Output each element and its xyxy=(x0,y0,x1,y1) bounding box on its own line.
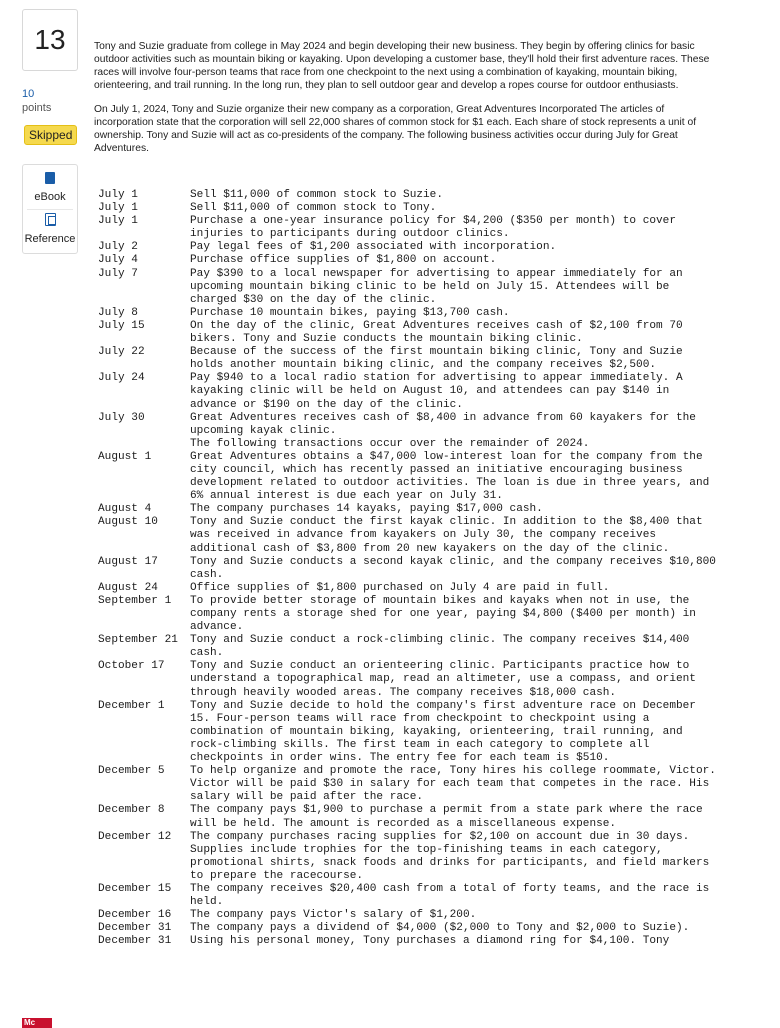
transaction-date: July 24 xyxy=(98,372,145,385)
transaction-row xyxy=(98,765,718,804)
reference-button[interactable] xyxy=(23,213,77,245)
transaction-date: July 15 xyxy=(98,319,145,332)
transaction-date: July 4 xyxy=(98,254,138,267)
transaction-row xyxy=(98,241,718,254)
transaction-date: July 7 xyxy=(98,267,138,280)
transaction-date: July 1 xyxy=(98,215,138,228)
transaction-date: July 2 xyxy=(98,241,138,254)
transaction-row xyxy=(98,582,718,595)
transaction-description: Purchase 10 mountain bikes, paying $13,700 cash. xyxy=(190,306,510,319)
transaction-date: August 24 xyxy=(98,581,158,594)
transaction-description: Purchase a one-year insurance policy for $4,200 ($350 per month) to cover injuries to participants during outdoor clinics. xyxy=(190,215,676,241)
transaction-row xyxy=(98,215,718,241)
transaction-description: The company pays Victor's salary of $1,200. xyxy=(190,909,477,922)
transaction-description: The company pays a dividend of $4,000 ($2,000 to Tony and $2,000 to Suzie). xyxy=(190,922,690,935)
transaction-date: September 21 xyxy=(98,634,178,647)
transaction-description: To provide better storage of mountain bikes and kayaks when not in use, the company rents a storage shed for one year, paying $4,800 ($400 per month) in advance. xyxy=(190,594,696,634)
transaction-description: Using his personal money, Tony purchases a diamond ring for $4,100. Tony xyxy=(190,935,670,948)
transaction-description: Tony and Suzie conduct a rock-climbing clinic. The company receives $14,400 cash. xyxy=(190,634,690,660)
transaction-row xyxy=(98,634,718,660)
transaction-date: August 1 xyxy=(98,450,152,463)
transaction-row xyxy=(98,831,718,883)
transaction-row xyxy=(98,556,718,582)
transaction-date: December 12 xyxy=(98,830,172,843)
transaction-description: Great Adventures obtains a $47,000 low-interest loan for the company from the city council, which has recently passed an initiative encouraging business development related to outdoor activities. The loan is due in three years, and 6% annual interest is due each year on July 31. xyxy=(190,450,710,503)
transaction-date: September 1 xyxy=(98,594,172,607)
transaction-description: The company pays $1,900 to purchase a permit from a state park where the race will be held. The amount is recorded as a miscellaneous expense. xyxy=(190,804,703,830)
transaction-description: Pay $390 to a local newspaper for advertising to appear immediately for an upcoming mountain biking clinic to be held on July 15. Attendees will be charged $30 on the day of the clinic. xyxy=(190,267,683,306)
question-intro xyxy=(94,40,718,165)
transaction-description: Pay legal fees of $1,200 associated with incorporation. xyxy=(190,241,557,254)
transaction-date: October 17 xyxy=(98,660,165,673)
transaction-date: December 16 xyxy=(98,909,172,922)
transaction-row xyxy=(98,909,718,922)
transaction-date: December 1 xyxy=(98,699,165,712)
transaction-row xyxy=(98,935,718,948)
book-icon xyxy=(45,172,55,184)
transaction-description: The company purchases 14 kayaks, paying $17,000 cash. xyxy=(190,503,543,516)
transaction-description: Great Adventures receives cash of $8,400 in advance from 60 kayakers for the upcoming kayak clinic. xyxy=(190,411,696,437)
transaction-description: Sell $11,000 of common stock to Suzie. xyxy=(190,189,443,201)
transaction-row xyxy=(98,320,718,346)
transaction-row xyxy=(98,660,718,699)
transaction-row xyxy=(98,451,718,503)
transaction-date: December 15 xyxy=(98,882,172,895)
transaction-date: July 30 xyxy=(98,411,145,424)
transaction-row xyxy=(98,346,718,372)
reference-label: Reference xyxy=(24,233,76,245)
transaction-list xyxy=(98,189,718,948)
transaction-description: Tony and Suzie decide to hold the company's first adventure race on December 15. Four-person teams will race from checkpoint to checkpoint using a combination of mountain biking, kayaking, orienteering, trail running, and rock-climbing skills. The first team in each category to complete all checkpoints in order wins. The entry fee for each team is $510. xyxy=(190,699,696,765)
transaction-date: July 22 xyxy=(98,346,145,359)
transaction-row xyxy=(98,307,718,320)
transaction-row xyxy=(98,254,718,267)
ebook-label: eBook xyxy=(34,191,66,203)
transaction-date: July 1 xyxy=(98,202,138,215)
transaction-description: The following transactions occur over the remainder of 2024. xyxy=(190,437,590,450)
transaction-row xyxy=(98,372,718,411)
transaction-date: December 31 xyxy=(98,922,172,935)
transaction-row xyxy=(98,804,718,830)
transaction-description: The company purchases racing supplies for $2,100 on account due in 30 days. Supplies include trophies for the top-finishing teams in each category, promotional shirts, snack foods and drinks for participants, and field markers to prepare the racecourse. xyxy=(190,830,710,882)
transaction-description: Pay $940 to a local radio station for advertising to appear immediately. A kayaking clinic will be held on August 10, and attendees can pay $140 in advance or $190 on the day of the clinic. xyxy=(190,372,683,411)
transaction-description: Tony and Suzie conduct the first kayak clinic. In addition to the $8,400 that was received in advance from kayakers on July 30, the company receives additional cash of $3,800 from 20 new kayakers on the day of the clinic. xyxy=(190,516,703,555)
ebook-button[interactable] xyxy=(23,171,77,203)
transaction-row xyxy=(98,700,718,765)
transaction-row xyxy=(98,883,718,909)
transaction-date: July 1 xyxy=(98,189,138,201)
transaction-row xyxy=(98,189,718,202)
transaction-row xyxy=(98,922,718,935)
transaction-row xyxy=(98,202,718,215)
tools-divider xyxy=(27,209,73,210)
transaction-row xyxy=(98,438,718,451)
transaction-date: December 31 xyxy=(98,935,172,948)
transaction-description: To help organize and promote the race, Tony hires his college roommate, Victor. Victor will be paid $30 in salary for each team that competes in the race. His salary will be paid after the race. xyxy=(190,765,716,804)
intro-paragraph-2: On July 1, 2024, Tony and Suzie organize their new company as a corporation, Great Adventures Incorporated The articles of incorporation state that the corporation will sell 22,000 shares of common stock for $1 each. Each share of stock represents a unit of ownership. Tony and Suzie will act as co-presidents of the company. The following business activities occur during July for Great Adventures. xyxy=(94,104,697,154)
transaction-date: July 8 xyxy=(98,306,138,319)
question-number: 13 xyxy=(22,9,78,71)
transaction-description: Tony and Suzie conducts a second kayak clinic, and the company receives $10,800 cash. xyxy=(190,555,716,581)
transaction-description: Sell $11,000 of common stock to Tony. xyxy=(190,202,437,215)
transaction-description: Purchase office supplies of $1,800 on account. xyxy=(190,254,497,267)
transaction-date: August 17 xyxy=(98,555,158,568)
intro-paragraph-1: Tony and Suzie graduate from college in May 2024 and begin developing their new business. They begin by offering clinics for basic outdoor activities such as mountain biking or kayaking. Upon developing a customer base, they'll hold their first adventure races. These races will involve four-person teams that race from one checkpoint to the next using a combination of kayaking, mountain biking, orienteering, and trail running. In the long run, they plan to sell outdoor gear and develop a ropes course for outdoor enthusiasts. xyxy=(94,41,710,91)
transaction-date: August 4 xyxy=(98,503,152,516)
transaction-description: On the day of the clinic, Great Adventures receives cash of $2,100 from 70 bikers. Tony and Suzie conducts the mountain biking clinic. xyxy=(190,319,683,346)
transaction-date: December 8 xyxy=(98,804,165,817)
reference-icon xyxy=(45,213,56,226)
transaction-description: Because of the success of the first mountain biking clinic, Tony and Suzie holds another mountain biking clinic, and the company receives $2,500. xyxy=(190,346,683,372)
transaction-date xyxy=(98,438,190,451)
publisher-logo: Mc xyxy=(22,1018,52,1028)
points-label: points xyxy=(22,102,52,114)
transaction-row xyxy=(98,268,718,307)
transaction-row xyxy=(98,516,718,555)
transaction-date: August 10 xyxy=(98,516,158,529)
points-value: 10 xyxy=(22,88,35,100)
transaction-description: Tony and Suzie conduct an orienteering clinic. Participants practice how to understand a topographical map, read an altimeter, use a compass, and orient through heavily wooded areas. The company receives $18,000 cash. xyxy=(190,660,696,699)
transaction-row xyxy=(98,595,718,634)
transaction-description: The company receives $20,400 cash from a total of forty teams, and the race is held. xyxy=(190,882,710,909)
status-badge: Skipped xyxy=(24,125,77,145)
tools-panel xyxy=(22,164,78,254)
transaction-date: December 5 xyxy=(98,765,165,778)
transaction-row xyxy=(98,412,718,438)
transaction-row xyxy=(98,503,718,516)
transaction-description: Office supplies of $1,800 purchased on July 4 are paid in full. xyxy=(190,581,610,594)
